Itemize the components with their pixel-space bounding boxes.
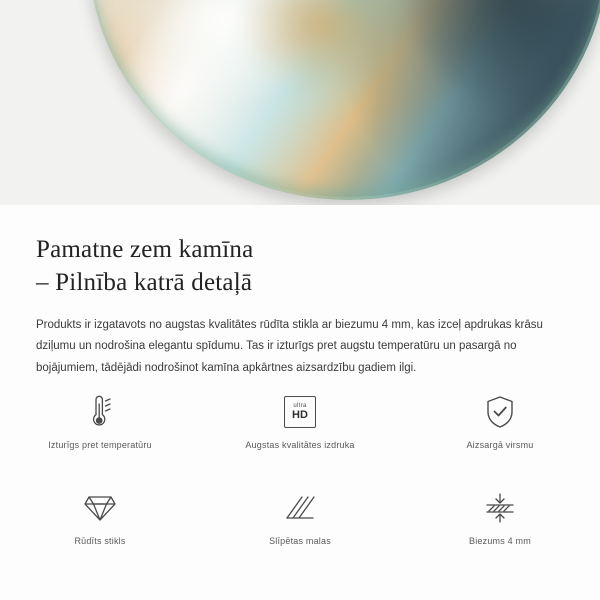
- feature-caption: Biezums 4 mm: [469, 536, 531, 546]
- feature-item: [200, 488, 400, 570]
- description-paragraph: Produkts ir izgatavots no augstas kvalitātes rūdīta stikla ar biezumu 4 mm, kas izceļ apdrukas krāsu dziļumu un nodrošina elegantu spīdumu. Tas ir izturīgs pret augstu temperatūru un pasargā no bojājumiem, tādējādi nodrošinot kamīna apkārtnes aizsardzību gadiem ilgi.: [36, 319, 543, 374]
- feature-caption: Izturīgs pret temperatūru: [48, 440, 152, 450]
- feature-item: [0, 392, 200, 474]
- feature-item: [400, 392, 600, 474]
- badge-big-text: HD: [292, 409, 308, 421]
- page-title: [0, 205, 600, 299]
- feature-caption: Augstas kvalitātes izdruka: [245, 440, 355, 450]
- feature-grid: [0, 392, 600, 570]
- hero-image: [0, 0, 600, 205]
- ultra-hd-badge-icon: [284, 392, 316, 432]
- feature-caption: Slīpētas malas: [269, 536, 331, 546]
- headline-line-2: – Pilnība katrā detaļā: [36, 269, 253, 296]
- feature-item: [0, 488, 200, 570]
- shield-check-icon: [484, 392, 516, 432]
- headline-line-1: Pamatne zem kamīna: [36, 236, 254, 263]
- feature-caption: Aizsargā virsmu: [466, 440, 534, 450]
- badge-small-text: ultra: [293, 403, 307, 409]
- feature-item: [400, 488, 600, 570]
- thermometer-icon: [83, 392, 117, 432]
- text-content: [0, 205, 600, 379]
- polished-edges-icon: [282, 488, 318, 528]
- thickness-arrows-icon: [481, 488, 519, 528]
- feature-item: [200, 392, 400, 474]
- diamond-icon: [82, 488, 118, 528]
- feature-caption: Rūdīts stikls: [74, 536, 126, 546]
